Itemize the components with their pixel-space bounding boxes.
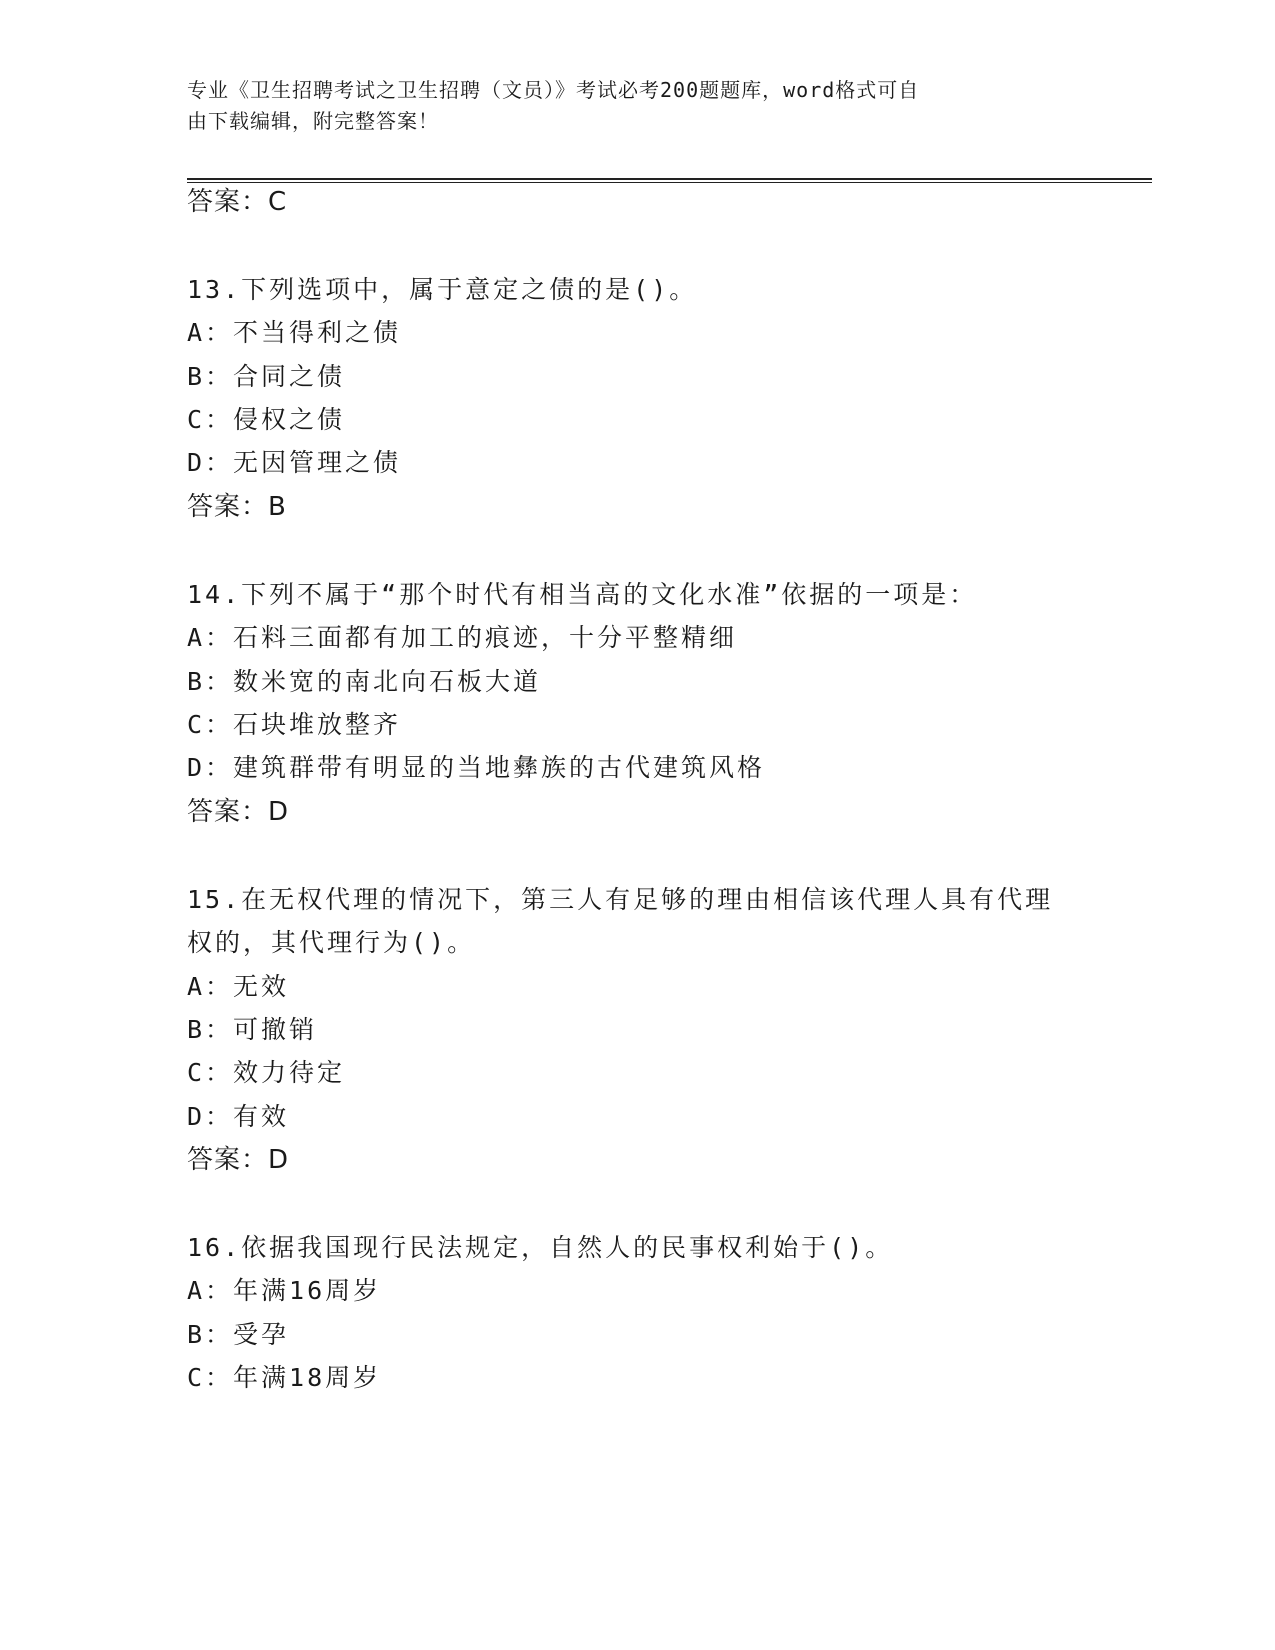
question-13-option-b: B：合同之债: [187, 362, 346, 391]
question-15-option-c: C：效力待定: [187, 1058, 346, 1087]
question-15-option-a: A：无效: [187, 972, 290, 1001]
question-13-answer: 答案：B: [187, 492, 287, 522]
question-16-option-b: B：受孕: [187, 1320, 290, 1349]
header-line-2: 由下载编辑，附完整答案！: [187, 109, 439, 133]
question-16-option-c: C：年满18周岁: [187, 1363, 382, 1392]
question-14-option-d: D：建筑群带有明显的当地彝族的古代建筑风格: [187, 753, 766, 782]
question-16-stem: 16.依据我国现行民法规定，自然人的民事权利始于()。: [187, 1233, 894, 1262]
question-13-option-a: A：不当得利之债: [187, 318, 402, 347]
question-15-answer: 答案：D: [187, 1145, 290, 1175]
question-14-answer: 答案：D: [187, 797, 290, 827]
question-14-stem: 14.下列不属于“那个时代有相当高的文化水准”依据的一项是：: [187, 580, 978, 609]
question-15-option-b: B：可撤销: [187, 1015, 318, 1044]
question-13-option-d: D：无因管理之债: [187, 448, 402, 477]
question-15-option-d: D：有效: [187, 1102, 290, 1131]
header-divider: [187, 178, 1152, 183]
question-13-stem: 13.下列选项中，属于意定之债的是()。: [187, 275, 698, 304]
question-15-stem-line-1: 15.在无权代理的情况下，第三人有足够的理由相信该代理人具有代理: [187, 885, 1054, 914]
document-header: [187, 75, 1067, 137]
question-15-stem-line-2: 权的，其代理行为()。: [187, 928, 476, 957]
question-14-option-a: A：石料三面都有加工的痕迹，十分平整精细: [187, 623, 738, 652]
question-14-option-c: C：石块堆放整齐: [187, 710, 402, 739]
question-14-option-b: B：数米宽的南北向石板大道: [187, 667, 542, 696]
header-line-1: 专业《卫生招聘考试之卫生招聘（文员）》考试必考200题题库，word格式可自: [187, 78, 920, 102]
previous-answer: 答案：C: [187, 187, 288, 217]
question-13-option-c: C：侵权之债: [187, 405, 346, 434]
question-16-option-a: A：年满16周岁: [187, 1276, 382, 1305]
